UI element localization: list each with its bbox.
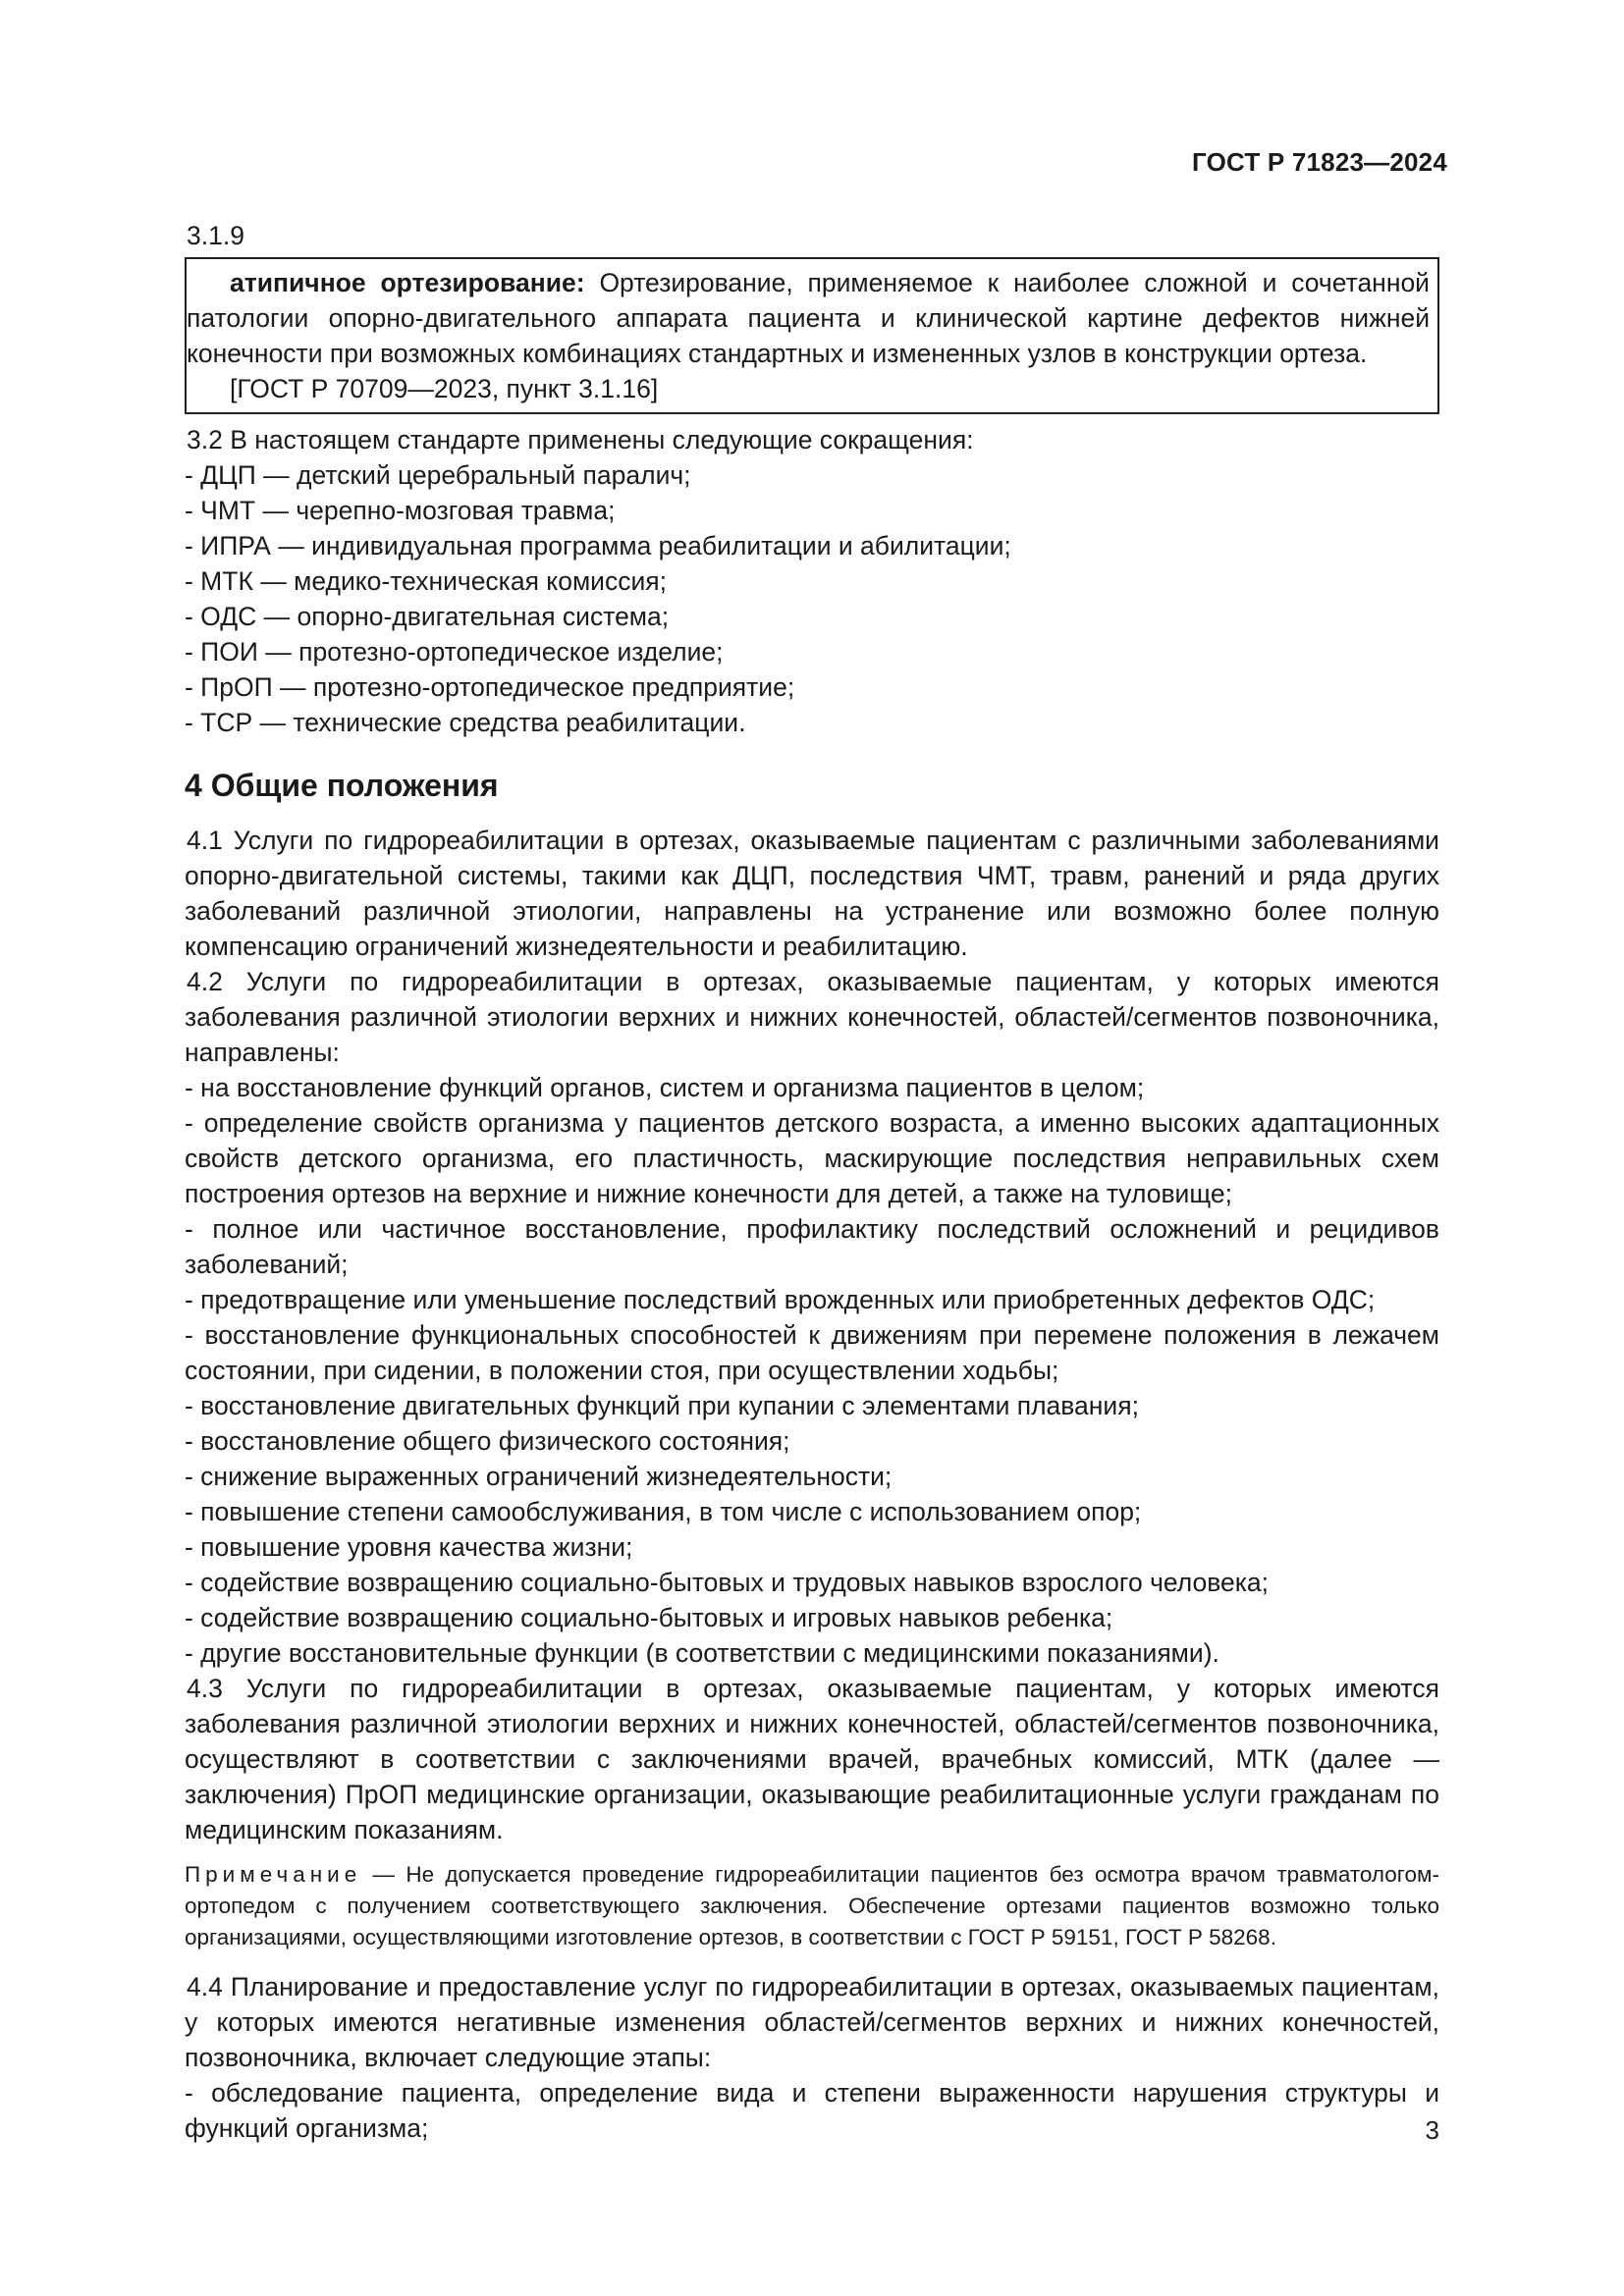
list-item: - повышение уровня качества жизни;	[185, 1532, 633, 1562]
note-label: Примечание	[185, 1862, 362, 1887]
abbreviations-intro: 3.2 В настоящем стандарте применены следующие сокращения:	[187, 425, 974, 454]
definition-text	[187, 265, 1430, 371]
list-item: - содействие возвращению социально-бытовых и трудовых навыков взрослого человека;	[185, 1568, 1270, 1597]
list-item: - обследование пациента, определение вида и степени выраженности нарушения структуры и функций организма;	[185, 2078, 1439, 2143]
abbreviation-item: - ЧМТ — черепно-мозговая травма;	[185, 496, 616, 525]
definition-body: Ортезирование, применяемое к наиболее сложной и сочетанной патологии опорно-двигательного аппарата пациента и клинической картине дефектов нижней конечности при возможных комбинациях стандартных и измененных узлов в конструкции ортеза.	[187, 268, 1430, 368]
page-header: ГОСТ Р 71823—2024	[1192, 147, 1447, 177]
definition-source: [ГОСТ Р 70709—2023, пункт 3.1.16]	[230, 374, 659, 403]
definition-term: атипичное ортезирование:	[230, 268, 585, 297]
abbreviation-item: - ИПРА — индивидуальная программа реабилитации и абилитации;	[185, 531, 1011, 561]
abbreviation-item: - ОДС — опорно-двигательная система;	[185, 602, 670, 631]
page-number: 3	[1425, 2115, 1439, 2145]
clause-number: 3.1.9	[187, 221, 244, 250]
list-item: - снижение выраженных ограничений жизнедеятельности;	[185, 1462, 893, 1491]
list-item: - восстановление общего физического состояния;	[185, 1426, 790, 1456]
definition-box	[185, 257, 1439, 414]
list-item: - предотвращение или уменьшение последствий врожденных или приобретенных дефектов ОДС;	[185, 1285, 1376, 1314]
section-heading: 4 Общие положения	[185, 768, 499, 803]
note	[185, 1859, 1439, 1953]
list-item: - на восстановление функций органов, систем и организма пациентов в целом;	[185, 1073, 1145, 1102]
list-item: - содействие возвращению социально-бытовых и игровых навыков ребенка;	[185, 1603, 1113, 1632]
list-item: - восстановление двигательных функций при купании с элементами плавания;	[185, 1391, 1139, 1420]
list-item: - определение свойств организма у пациентов детского возраста, а именно высоких адаптационных свойств детского организма, его пластичность, маскирующие последствия неправильных схем построения ортезов на верхние и нижние конечности для детей, а также на туловище;	[185, 1108, 1439, 1208]
abbreviation-item: - МТК — медико-техническая комиссия;	[185, 566, 667, 596]
paragraph-4-1: 4.1 Услуги по гидрореабилитации в ортезах, оказываемые пациентам с различными заболеваниями опорно-двигательной системы, такими как ДЦП, последствия ЧМТ, травм, ранений и ряда других заболеваний различной этиологии, направлены на устранение или возможно более полную компенсацию ограничений жизнедеятельности и реабилитацию.	[185, 826, 1439, 961]
paragraph-4-4: 4.4 Планирование и предоставление услуг по гидрореабилитации в ортезах, оказываемых пациентам, у которых имеются негативные изменения областей/сегментов верхних и нижних конечностей, позвоночника, включает следующие этапы:	[185, 1972, 1439, 2072]
abbreviation-item: - ДЦП — детский церебральный паралич;	[185, 460, 691, 490]
abbreviations-section	[185, 422, 1439, 740]
list-item: - повышение степени самообслуживания, в том числе с использованием опор;	[185, 1497, 1142, 1526]
list-item: - восстановление функциональных способностей к движениям при перемене положения в лежачем состоянии, при сидении, в положении стоя, при осуществлении ходьбы;	[185, 1320, 1439, 1385]
paragraph-4-2: 4.2 Услуги по гидрореабилитации в ортезах, оказываемые пациентам, у которых имеются заболевания различной этиологии верхних и нижних конечностей, областей/сегментов позвоночника, направлены:	[185, 967, 1439, 1067]
abbreviation-item: - ПОИ — протезно-ортопедическое изделие;	[185, 637, 724, 667]
list-item: - полное или частичное восстановление, профилактику последствий осложнений и рецидивов заболеваний;	[185, 1214, 1439, 1279]
paragraph-4-3: 4.3 Услуги по гидрореабилитации в ортезах, оказываемые пациентам, у которых имеются заболевания различной этиологии верхних и нижних конечностей, областей/сегментов позвоночника, осуществляют в соответствии с заключениями врачей, врачебных комиссий, МТК (далее — заключения) ПрОП медицинские организации, оказывающие реабилитационные услуги гражданам по медицинским показаниям.	[185, 1674, 1439, 1844]
list-item: - другие восстановительные функции (в соответствии с медицинскими показаниями).	[185, 1638, 1219, 1668]
abbreviation-item: - ПрОП — протезно-ортопедическое предприятие;	[185, 672, 795, 702]
abbreviation-item: - ТСР — технические средства реабилитации.	[185, 708, 746, 737]
page-content	[185, 218, 1439, 2146]
note-text: — Не допускается проведение гидрореабилитации пациентов без осмотра врачом травматологом-ортопедом с получением соответствующего заключения. Обеспечение ортезами пациентов возможно только организациями, осуществляющими изготовление ортезов, в соответствии с ГОСТ Р 59151, ГОСТ Р 58268.	[185, 1862, 1439, 1949]
